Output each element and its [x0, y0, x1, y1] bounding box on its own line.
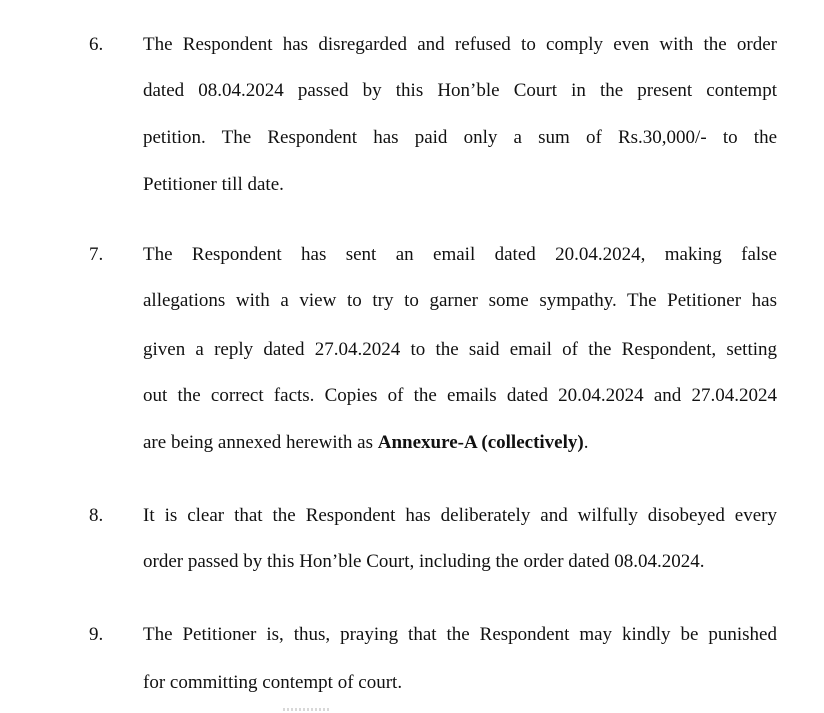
paragraph-line: out the correct facts. Copies of the emails dated 20.04.2024 and 27.04.2024 — [143, 385, 777, 406]
paragraph-line: The Petitioner is, thus, praying that the Respondent may kindly be punished — [143, 624, 777, 645]
paragraph-line: allegations with a view to try to garner some sympathy. The Petitioner has — [143, 290, 777, 311]
paragraph-line: It is clear that the Respondent has deliberately and wilfully disobeyed every — [143, 505, 777, 526]
paragraph-line: for committing contempt of court. — [143, 672, 403, 693]
paragraph-line: order passed by this Hon’ble Court, including the order dated 08.04.2024. — [143, 551, 705, 572]
paragraph-line: Petitioner till date. — [143, 174, 284, 195]
paragraph-number: 8. — [89, 505, 104, 526]
annexure-reference: Annexure-A (collectively) — [377, 432, 584, 453]
paragraph-number: 9. — [89, 624, 104, 645]
paragraph-line — [143, 432, 588, 454]
paragraph-line: The Respondent has disregarded and refused to comply even with the order — [143, 34, 777, 55]
paragraph-line: dated 08.04.2024 passed by this Hon’ble Court in the present contempt — [143, 80, 777, 101]
paragraph-number: 6. — [89, 34, 104, 55]
annexure-text: are being annexed herewith as — [143, 432, 378, 453]
paragraph-number: 7. — [89, 244, 104, 265]
paragraph-line: The Respondent has sent an email dated 20.04.2024, making false — [143, 244, 777, 265]
paragraph-line: given a reply dated 27.04.2024 to the said email of the Respondent, setting — [143, 339, 777, 360]
paragraph-line: petition. The Respondent has paid only a sum of Rs.30,000/- to the — [143, 127, 777, 148]
scan-artifact — [283, 708, 331, 711]
sentence-end: . — [583, 432, 589, 453]
